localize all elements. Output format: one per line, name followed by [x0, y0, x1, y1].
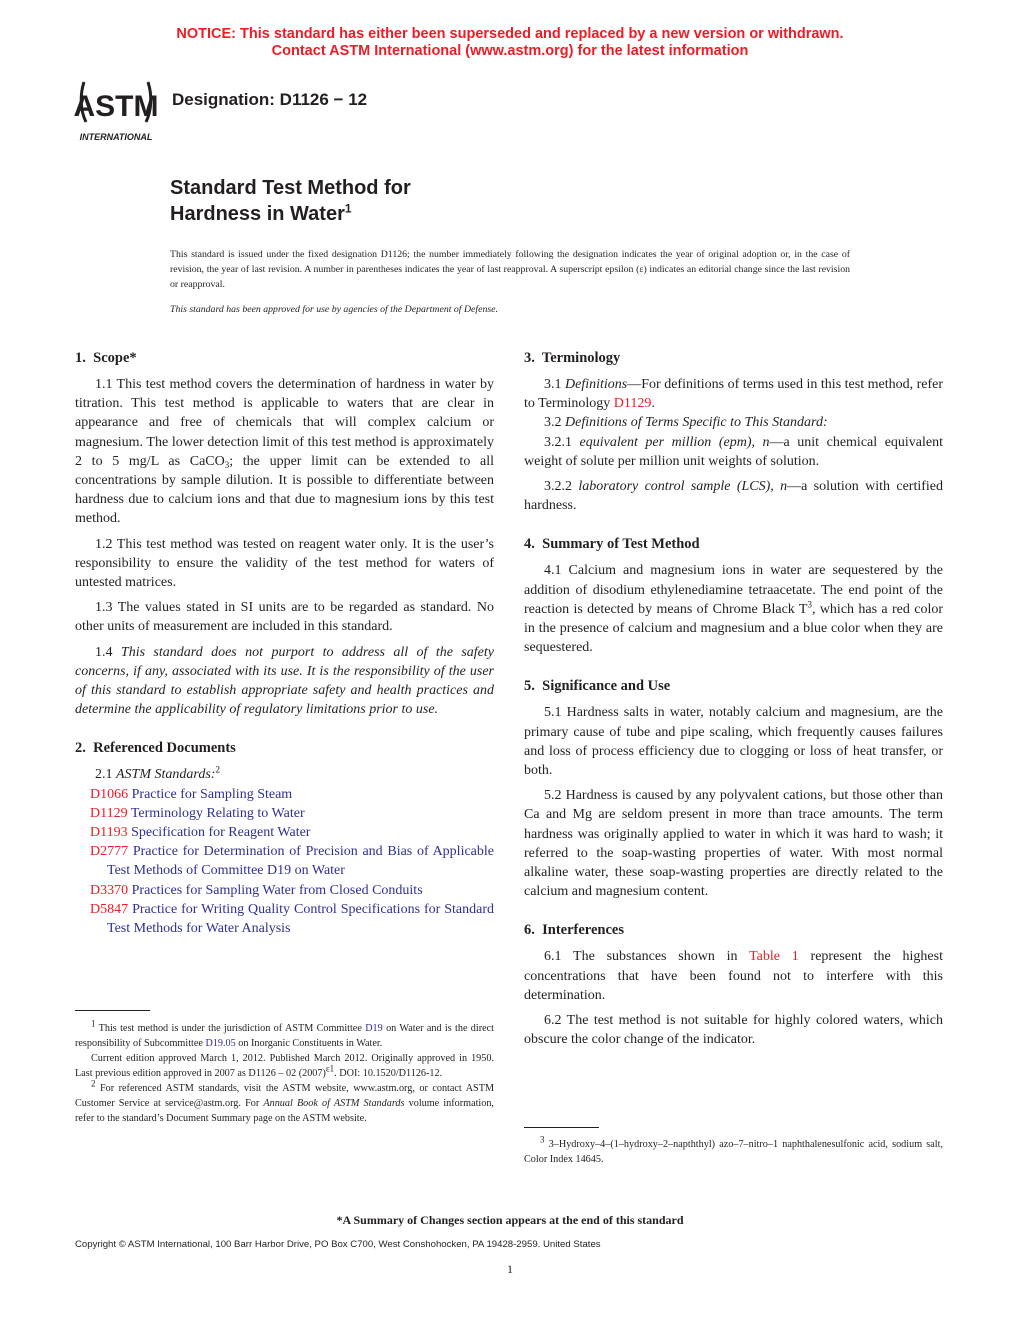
- reference-item[interactable]: D5847 Practice for Writing Quality Control Specifications for Standard Test Methods for Water Analysis: [90, 901, 494, 937]
- section-heading-interferences: 6. Interferences: [524, 922, 624, 939]
- title-line-1: Standard Test Method for: [170, 177, 411, 199]
- title-footnote-ref[interactable]: 1: [344, 201, 352, 216]
- copyright: Copyright © ASTM International, 100 Barr Harbor Drive, PO Box C700, West Conshohocken, PA 19428-2959. United States: [75, 1239, 601, 1250]
- paragraph-3-2: 3.2 Definitions of Terms Specific to This Standard:: [544, 415, 828, 431]
- logo-caption: INTERNATIONAL: [79, 132, 153, 142]
- page-number: 1: [507, 1262, 513, 1276]
- notice-line-2: Contact ASTM International (www.astm.org) for the latest information: [271, 43, 749, 59]
- section-heading-terminology: 3. Terminology: [524, 350, 621, 366]
- paragraph-1-2: 1.2 This test method was tested on reagent water only. It is the user’s responsibility to ensure the validity of the test method for waters of untested matrices.: [75, 536, 494, 591]
- paragraph-3-2-2: 3.2.2 laboratory control sample (LCS), n—a solution with certified hardness.: [524, 479, 943, 514]
- footnote-3: $^3$ 3–Hydroxy–4–(1–hydroxy–2–napththyl) azo–7–nitro–1 naphthalenesulfonic acid, sodium salt, Color Index 14645.: [524, 1134, 943, 1165]
- paragraph-3-2-1: 3.2.1 equivalent per million (epm), n—a unit chemical equivalent weight of solute per million unit weights of solution.: [524, 434, 943, 469]
- section-heading-significance: 5. Significance and Use: [524, 678, 671, 695]
- link-table-1[interactable]: Table 1: [749, 949, 799, 965]
- paragraph-2-1: 2.1 ASTM Standards:$^2$: [95, 764, 220, 783]
- reference-item[interactable]: D2777 Practice for Determination of Precision and Bias of Applicable Test Methods of Committee D19 on Water: [90, 844, 494, 879]
- title-line-2: Hardness in Water: [170, 203, 345, 225]
- footnotes-right: [524, 1134, 943, 1167]
- reference-item[interactable]: D1193 Specification for Reagent Water: [90, 825, 311, 841]
- footnotes-left: [75, 1018, 494, 1126]
- paragraph-6-1: 6.1 The substances shown in Table 1 represent the highest concentrations that have been found not to interfere with this determination.: [524, 949, 943, 1003]
- link-d19[interactable]: D19: [365, 1023, 383, 1034]
- reference-item[interactable]: D3370 Practices for Sampling Water from Closed Conduits: [90, 882, 423, 898]
- footnote-2: $^2$ For referenced ASTM standards, visit the ASTM website, www.astm.org, or contact ASTM Customer Service at service@astm.org. For Annual Book of ASTM Standards volume information, refer to the standard’s Document Summary page on the ASTM website.: [75, 1078, 494, 1124]
- astm-logo: [70, 72, 162, 144]
- paragraph-6-2: 6.2 The test method is not suitable for highly colored waters, which obscure the color change of the indicator.: [524, 1013, 943, 1048]
- logo-letters: ASTM: [73, 90, 159, 123]
- footnote-divider: [524, 1127, 599, 1128]
- paragraph-1-4: 1.4 This standard does not purport to address all of the safety concerns, if any, associated with its use. It is the responsibility of the user of this standard to establish appropriate safety and health practices and determine the applicability of regulatory limitations prior to use.: [75, 644, 494, 718]
- page-title: [170, 175, 411, 227]
- section-heading-summary: 4. Summary of Test Method: [524, 536, 700, 553]
- notice-line-1: NOTICE: This standard has either been superseded and replaced by a new version or withdrawn.: [176, 26, 844, 42]
- footnote-divider: [75, 1010, 150, 1011]
- paragraph-4-1: 4.1 Calcium and magnesium ions in water are sequestered by the addition of disodium ethylenediamine tetraacetate. The end point of the reaction is detected by means of Chrome Black $T^3$, which has a red color in the presence of calcium and magnesium and a blue color when they are sequestered.: [524, 563, 943, 656]
- withdrawal-notice: [0, 26, 1020, 60]
- paragraph-5-2: 5.2 Hardness is caused by any polyvalent cations, but those other than Ca and Mg are seldom present in more than trace amounts. The term hardness was originally applied to water in which it was hard to wash; it referred to the soap-wasting properties of water. With most normal alkaline water, these soap-wasting properties are directly related to the calcium and magnesium content.: [524, 788, 943, 900]
- footnote-1: $^1$ This test method is under the jurisdiction of ASTM Committee D19 on Water and is the direct responsibility of Subcommittee D19.05 on Inorganic Constituents in Water.: [75, 1018, 494, 1049]
- link-d19-05[interactable]: D19.05: [205, 1038, 236, 1049]
- reference-item[interactable]: D1129 Terminology Relating to Water: [90, 805, 305, 821]
- designation: Designation: D1126 − 12: [172, 90, 368, 109]
- paragraph-5-1: 5.1 Hardness salts in water, notably calcium and magnesium, are the primary cause of tube and pipe scaling, which frequently causes failures and loss of process efficiency due to clogging or loss of heat transfer, or both.: [524, 705, 943, 779]
- summary-of-changes-note: *A Summary of Changes section appears at the end of this standard: [336, 1213, 684, 1227]
- paragraph-1-1: 1.1 This test method covers the determination of hardness in water by titration. This test method is applicable to waters that are clear in appearance and free of chemicals that will complex calcium or magnesium. The lower detection limit of this test method is approximately 2 to 5 mg/L as CaCO$_3$; the upper limit can be extended to all concentrations by sample dilution. It is possible to differentiate between hardness due to calcium ions and that due to magnesium ions by this test method.: [75, 377, 494, 527]
- paragraph-3-1: 3.1 Definitions—For definitions of terms used in this test method, refer to Terminology D1129.: [524, 377, 944, 412]
- footnote-1-edition: Current edition approved March 1, 2012. Published March 2012. Originally approved in 1950. Last previous edition approved in 2007 as D1126 – 02 $(2007)^{\varepsilon 1}$. DOI: 10.1520/D1126-12.: [75, 1053, 494, 1079]
- paragraph-1-3: 1.3 The values stated in SI units are to be regarded as standard. No other units of measurement are included in this standard.: [75, 600, 494, 635]
- section-heading-scope: 1. Scope*: [75, 350, 137, 366]
- issued-note: This standard is issued under the fixed designation D1126; the number immediately following the designation indicates the year of original adoption or, in the case of revision, the year of last revision. A number in parentheses indicates the year of last reapproval. A superscript epsilon (ε) indicates an editorial change since the last revision or reapproval.: [170, 249, 850, 290]
- approved-note: This standard has been approved for use by agencies of the Department of Defense.: [170, 304, 498, 315]
- link-d1129[interactable]: D1129: [613, 396, 652, 412]
- reference-item[interactable]: D1066 Practice for Sampling Steam: [90, 786, 293, 802]
- right-column: [524, 348, 943, 1049]
- left-column: [75, 348, 494, 938]
- section-heading-referenced-documents: 2. Referenced Documents: [75, 740, 236, 757]
